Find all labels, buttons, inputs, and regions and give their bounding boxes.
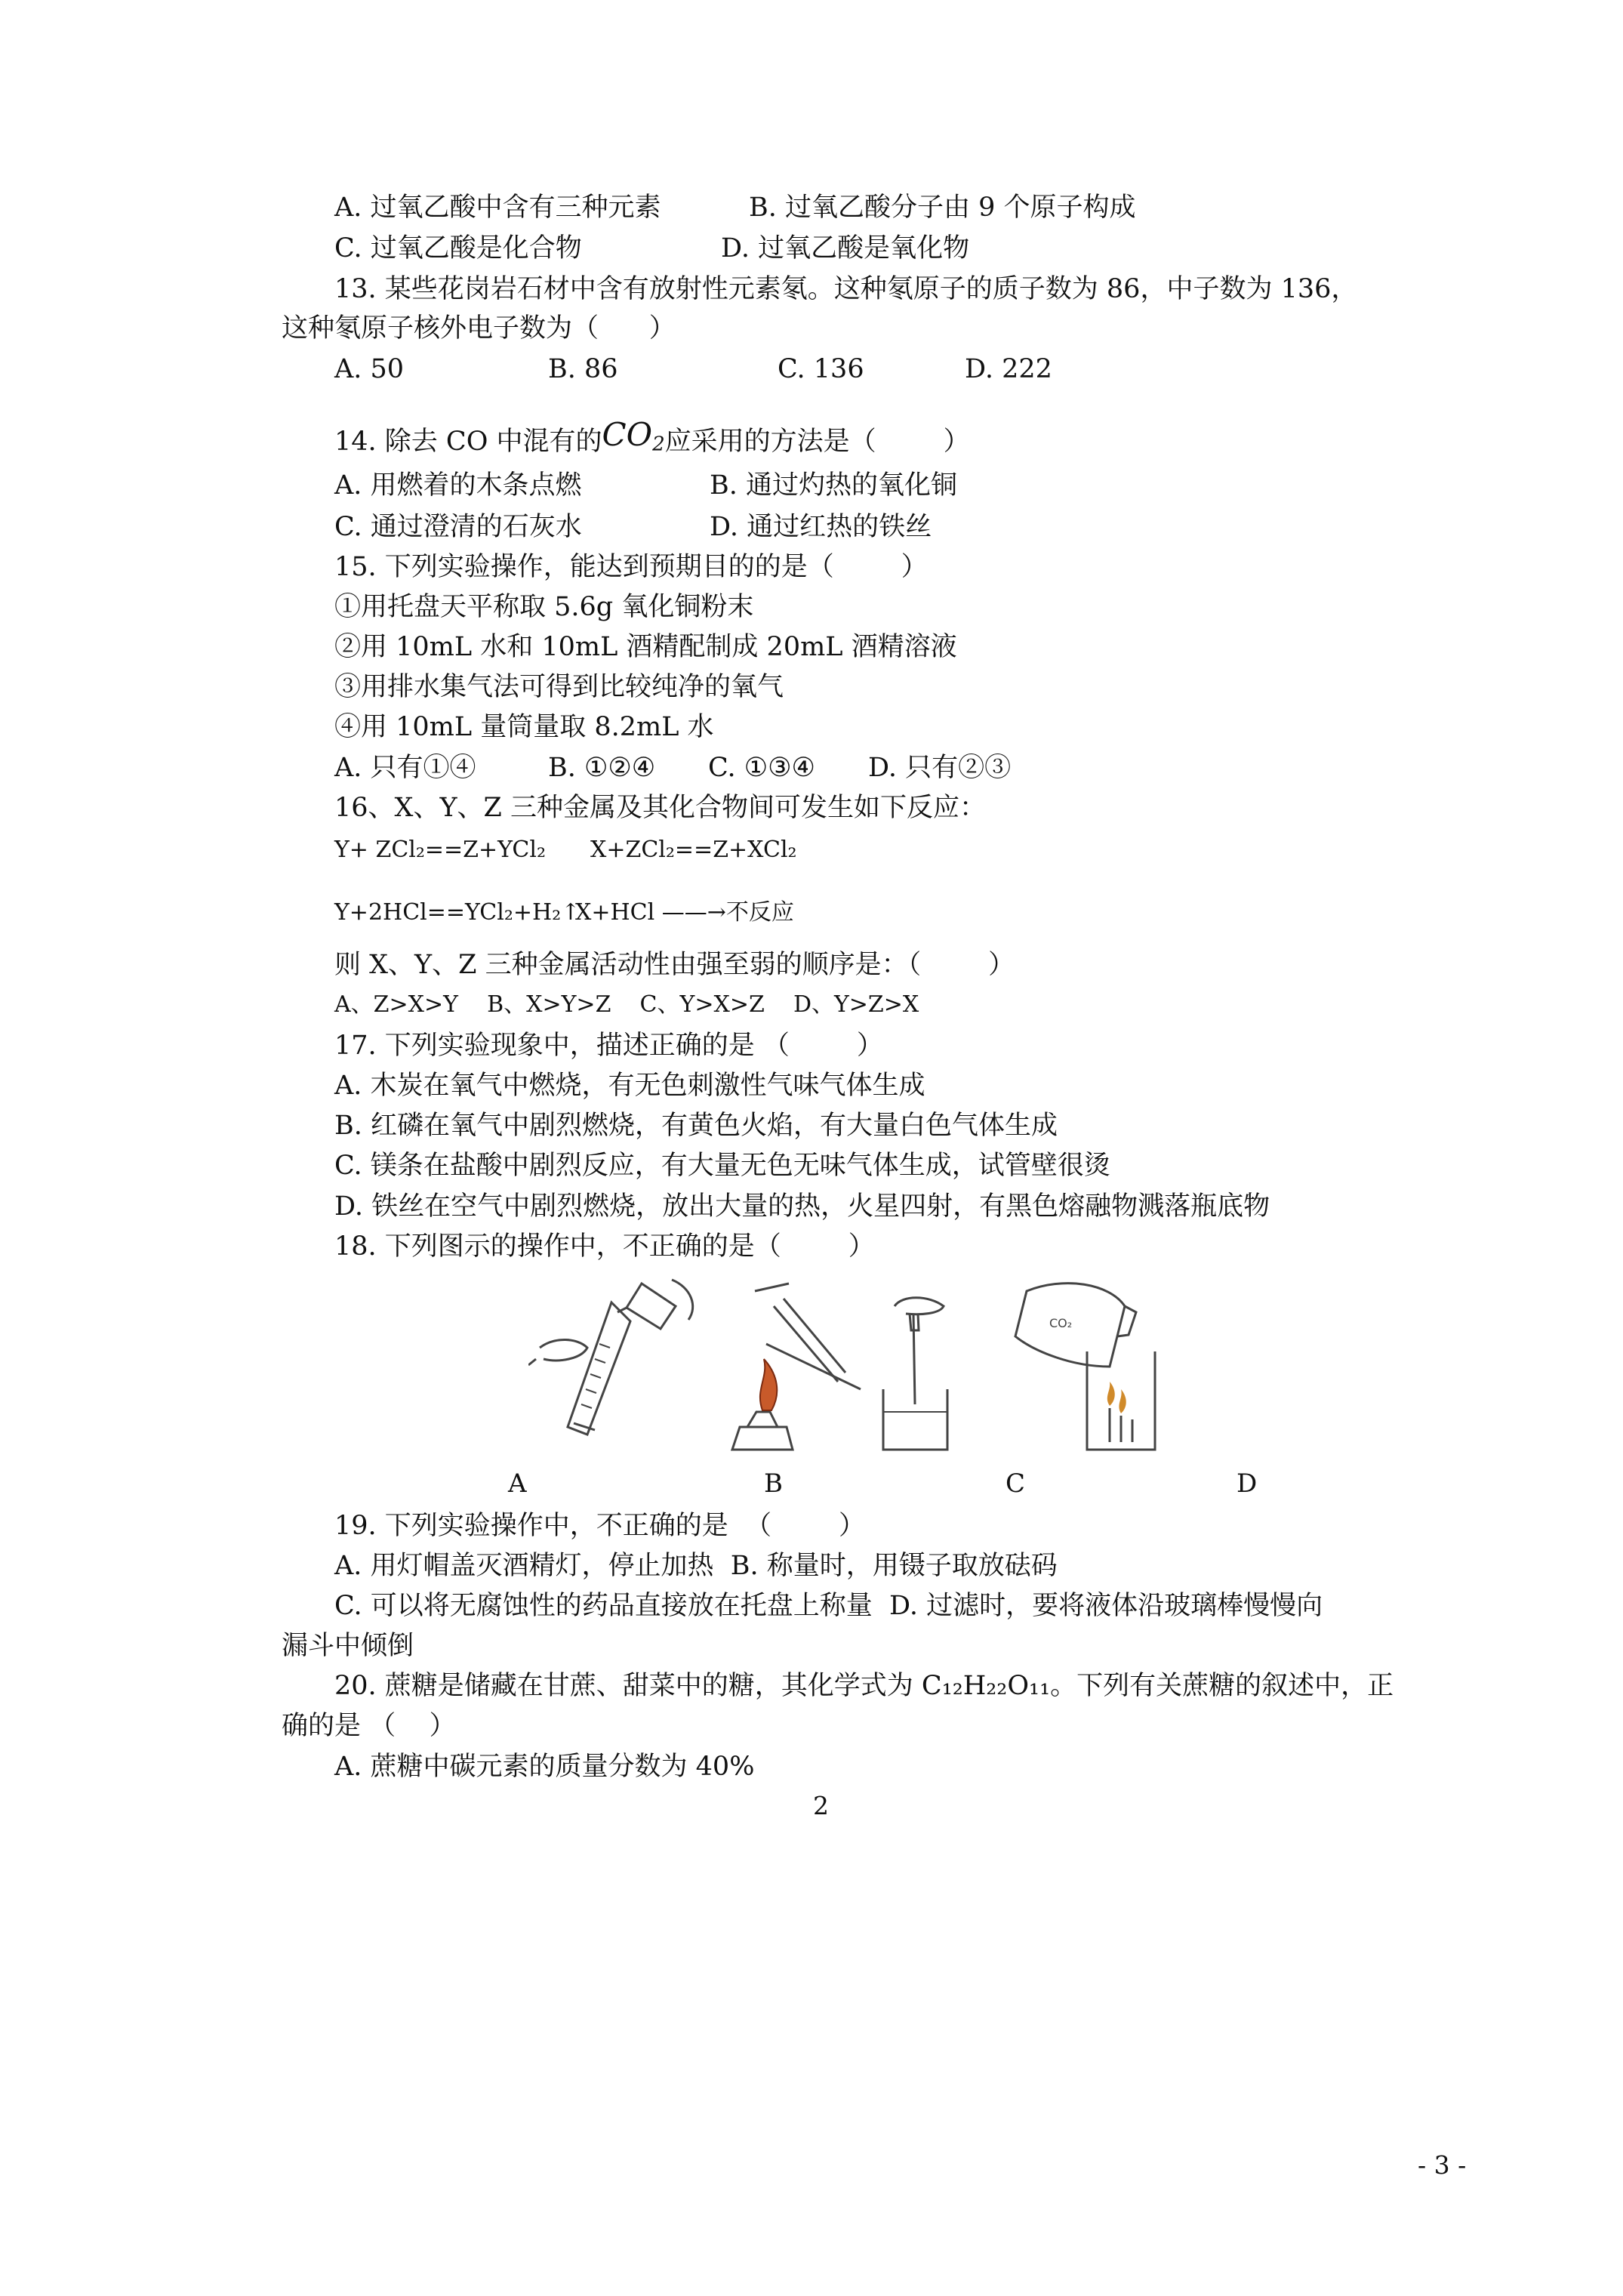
q14-option-d: D. 通过红热的铁丝 xyxy=(710,512,932,542)
q12-option-d: D. 过氧乙酸是氧化物 xyxy=(721,233,970,264)
q15-item-2: ②用 10mL 水和 10mL 酒精配制成 20mL 酒精溶液 xyxy=(334,632,957,662)
figure-label-b: B xyxy=(764,1469,783,1499)
q19-stem: 19. 下列实验操作中，不正确的是 （ ） xyxy=(334,1511,866,1541)
q14-option-c: C. 通过澄清的石灰水 xyxy=(334,512,582,542)
q16-reaction-3: Y+2HCl==YCl₂+H₂↑ xyxy=(334,899,581,926)
q16-stem: 16、X、Y、Z 三种金属及其化合物间可发生如下反应： xyxy=(334,793,987,823)
q20-stem-line2: 确的是 （ ） xyxy=(282,1711,456,1741)
co2-formula-sub: 2 xyxy=(652,433,665,456)
q15-option-b: B. ①②④ xyxy=(548,753,656,783)
q19-continuation: 漏斗中倾倒 xyxy=(282,1631,414,1661)
q16-question: 则 X、Y、Z 三种金属活动性由强至弱的顺序是：（ ） xyxy=(334,950,1015,980)
q13-stem-line1: 13. 某些花岗岩石材中含有放射性元素氡。这种氡原子的质子数为 86，中子数为 136， xyxy=(334,274,1358,304)
q13-option-c: C. 136 xyxy=(778,354,864,384)
q16-reaction-2: X+ZCl₂==Z+XCl₂ xyxy=(590,837,797,863)
q15-item-4: ④用 10mL 量筒量取 8.2mL 水 xyxy=(334,712,714,742)
q19-options-cd: C. 可以将无腐蚀性的药品直接放在托盘上称量 D. 过滤时，要将液体沿玻璃棒慢慢向 xyxy=(334,1591,1323,1621)
q16-reaction-1: Y+ ZCl₂==Z+YCl₂ xyxy=(334,837,547,863)
figure-d-co2-candles xyxy=(1004,1276,1185,1457)
q14-option-b: B. 通过灼热的氧化铜 xyxy=(710,470,957,501)
q17-option-d: D. 铁丝在空气中剧烈燃烧，放出大量的热，火星四射，有黑色熔融物溅落瓶底物 xyxy=(334,1191,1270,1222)
inner-page-number: 2 xyxy=(813,1791,829,1820)
q16-options: A、Z>X>Y B、X>Y>Z C、Y>X>Z D、Y>Z>X xyxy=(334,991,919,1018)
q12-option-a: A. 过氧乙酸中含有三种元素 xyxy=(334,193,661,223)
q13-option-d: D. 222 xyxy=(965,354,1052,384)
q20-option-a: A. 蔗糖中碳元素的质量分数为 40% xyxy=(334,1752,755,1782)
q15-item-3: ③用排水集气法可得到比较纯净的氧气 xyxy=(334,672,784,702)
page-footer: - 3 - xyxy=(1418,2150,1467,2180)
q16-reaction-4: X+HCl ——→不反应 xyxy=(575,899,794,926)
q19-options-ab: A. 用灯帽盖灭酒精灯，停止加热 B. 称量时，用镊子取放砝码 xyxy=(334,1551,1058,1581)
q17-option-a: A. 木炭在氧气中燃烧，有无色刺激性气味气体生成 xyxy=(334,1071,925,1101)
co2-formula-main: CO xyxy=(602,416,653,453)
q14-stem xyxy=(334,418,970,462)
q13-option-b: B. 86 xyxy=(548,354,618,384)
q13-stem-line2: 这种氡原子核外电子数为（ ） xyxy=(282,313,676,344)
figure-label-d: D xyxy=(1236,1469,1258,1499)
q14-stem-before: 14. 除去 CO 中混有的 xyxy=(334,427,602,457)
q14-option-a: A. 用燃着的木条点燃 xyxy=(334,470,582,501)
figure-c-dropper-beaker xyxy=(868,1291,981,1457)
q13-option-a: A. 50 xyxy=(334,354,405,384)
co2-formula xyxy=(602,416,665,456)
figure-label-a: A xyxy=(508,1469,527,1499)
q20-stem-line1: 20. 蔗糖是储藏在甘蔗、甜菜中的糖，其化学式为 C₁₂H₂₂O₁₁。下列有关蔗糖的叙述中，正 xyxy=(334,1671,1394,1701)
figure-b-test-tube-heating xyxy=(702,1276,883,1457)
q15-item-1: ①用托盘天平称取 5.6g 氧化铜粉末 xyxy=(334,592,754,622)
q18-stem: 18. 下列图示的操作中，不正确的是（ ） xyxy=(334,1231,875,1262)
figure-label-c: C xyxy=(1006,1469,1026,1499)
q17-stem: 17. 下列实验现象中，描述正确的是 （ ） xyxy=(334,1031,883,1061)
q15-stem: 15. 下列实验操作，能达到预期目的的是（ ） xyxy=(334,552,928,582)
q15-option-c: C. ①③④ xyxy=(708,753,815,783)
q12-option-b: B. 过氧乙酸分子由 9 个原子构成 xyxy=(749,193,1136,223)
q17-option-c: C. 镁条在盐酸中剧烈反应，有大量无色无味气体生成，试管壁很烫 xyxy=(334,1151,1110,1181)
q12-option-c: C. 过氧乙酸是化合物 xyxy=(334,233,582,264)
figure-d-bottle-label: CO₂ xyxy=(1049,1316,1073,1330)
q15-option-d: D. 只有②③ xyxy=(868,753,1012,783)
figure-a-cylinder-pouring xyxy=(528,1276,725,1450)
q15-option-a: A. 只有①④ xyxy=(334,753,476,783)
q14-stem-after: 应采用的方法是（ ） xyxy=(664,427,970,457)
q17-option-b: B. 红磷在氧气中剧烈燃烧，有黄色火焰，有大量白色气体生成 xyxy=(334,1111,1058,1141)
